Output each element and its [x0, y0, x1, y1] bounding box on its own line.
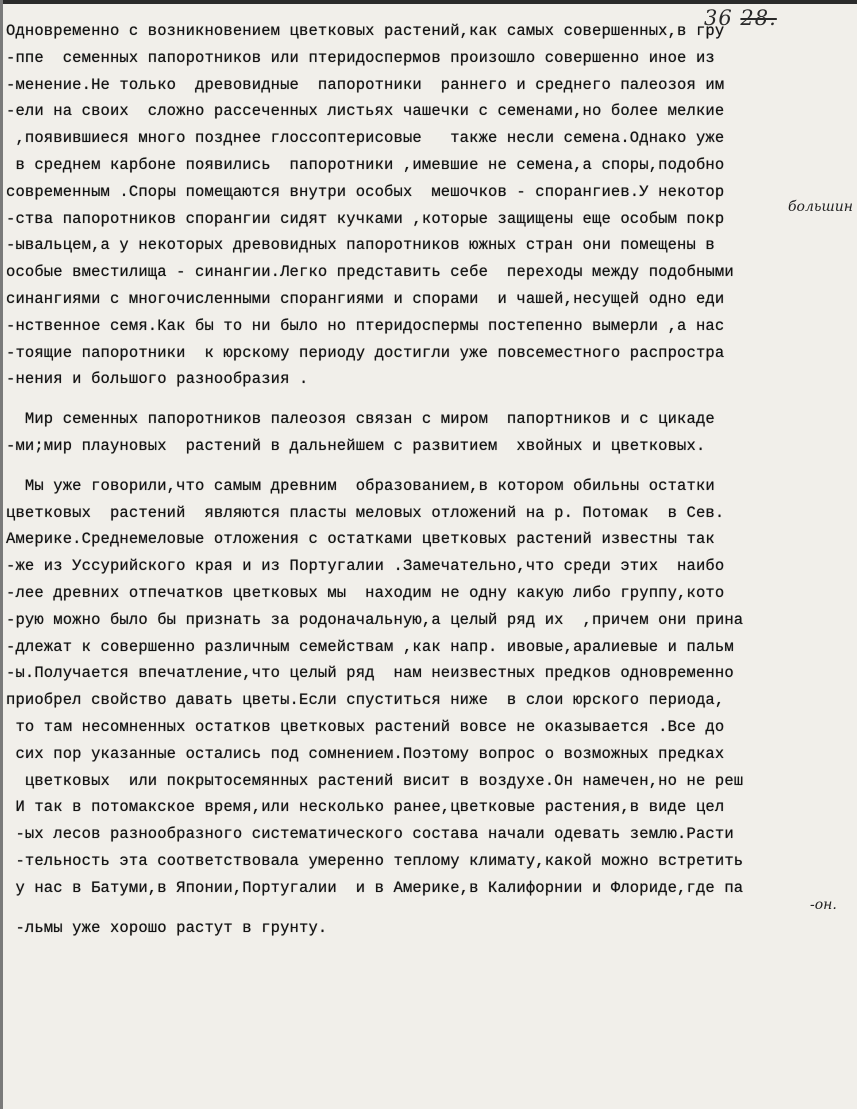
text-line: цветковых растений являются пласты меловых отложений на р. Потомак в Сев. [6, 503, 725, 522]
text-line: то там несомненных остатков цветковых растений вовсе не оказывается .Все до [6, 717, 725, 736]
insert-above-line-31: -он. [810, 897, 837, 913]
text-line: -ми;мир плауновых растений в дальнейшем с развитием хвойных и цветковых. [6, 436, 706, 455]
text-line: -льмы уже хорошо растут в грунту. [6, 918, 328, 937]
text-line: -ели на своих сложно рассеченных листьях чашечки с семенами,но более мелкие [6, 102, 725, 121]
text-line: -ы.Получается впечатление,что целый ряд нам неизвестных предков одновременно [6, 664, 734, 683]
text-line: И так в потомакское время,или несколько ранее,цветковые растения,в виде цел [6, 798, 725, 817]
text-line: -нения и большого разнообразия . [6, 370, 309, 389]
text-line: -ых лесов разнообразного систематического состава начали одевать землю.Расти [6, 825, 734, 844]
text-line: -нственное семя.Как бы то ни было но птеридоспермы постепенно вымерли ,а нас [6, 316, 725, 335]
text-line: -рую можно было бы признать за родоначальную,а целый ряд их ,причем они прина [6, 610, 744, 629]
text-line: Мы уже говорили,что самым древним образованием,в котором обильны остатки [6, 476, 715, 495]
text-line: -ства папоротников спорангии сидят кучками ,которые защищены еще особым покр [6, 209, 725, 228]
text-line: у нас в Батуми,в Японии,Португалии и в Америке,в Калифорнии и Флориде,где па [6, 878, 744, 897]
page-number-handwritten: 36 [704, 6, 733, 30]
paragraph-gap [6, 460, 856, 473]
paragraph-gap [6, 393, 856, 406]
scan-left-edge [0, 0, 3, 1109]
text-line: в среднем карбоне появились папоротники ,имевшие не семена,а споры,подобно [6, 155, 725, 174]
text-line: -менение.Не только древовидные папоротники раннего и среднего палеозоя им [6, 75, 725, 94]
text-line: современным .Споры помещаются внутри особых мешочков - спорангиев.У некотор [6, 182, 725, 201]
text-line: Мир семенных папоротников палеозоя связан с миром папортников и с цикаде [6, 410, 715, 429]
text-line: ,появившиеся много позднее глоссоптерисовые также несли семена.Однако уже [6, 129, 725, 148]
text-line: -ппе семенных папоротников или птеридоспермов произошло совершенно иное из [6, 48, 715, 67]
scan-top-edge [0, 0, 857, 4]
insert-above-line-7: большин [788, 199, 854, 215]
text-line: -лее древних отпечатков цветковых мы находим не одну какую либо группу,кото [6, 583, 725, 602]
text-line: Одновременно с возникновением цветковых растений,как самых совершенных,в гру [6, 22, 725, 40]
text-line: Америке.Среднемеловые отложения с остатками цветковых растений известны так [6, 530, 715, 549]
text-line: -ывальцем,а у некоторых древовидных папоротников южных стран они помещены в [6, 236, 715, 255]
text-line: приобрел свойство давать цветы.Если спуститься ниже в слои юрского периода, [6, 691, 725, 710]
text-line: -же из Уссурийского края и из Португалии .Замечательно,что среди этих наибо [6, 557, 725, 576]
text-line: сих пор указанные остались под сомнением.Поэтому вопрос о возможных предках [6, 744, 725, 763]
text-line: -тельность эта соответствовала умеренно теплому климату,какой можно встретить [6, 851, 744, 870]
paragraph-gap [6, 902, 856, 915]
text-line: особые вместилища - синангии.Легко представить себе переходы между подобными [6, 263, 734, 282]
text-line: -длежат к совершенно различным семействам ,как напр. ивовые,аралиевые и пальм [6, 637, 734, 656]
typewritten-text [6, 18, 856, 941]
text-line: -тоящие папоротники к юрскому периоду достигли уже повсеместного распростра [6, 343, 725, 362]
page-number-struck: 28. [740, 6, 777, 30]
text-line: синангиями с многочисленными спорангиями и спорами и чашей,несущей одно еди [6, 289, 725, 308]
text-line: цветковых или покрытосемянных растений висит в воздухе.Он намечен,но не реш [6, 771, 744, 790]
